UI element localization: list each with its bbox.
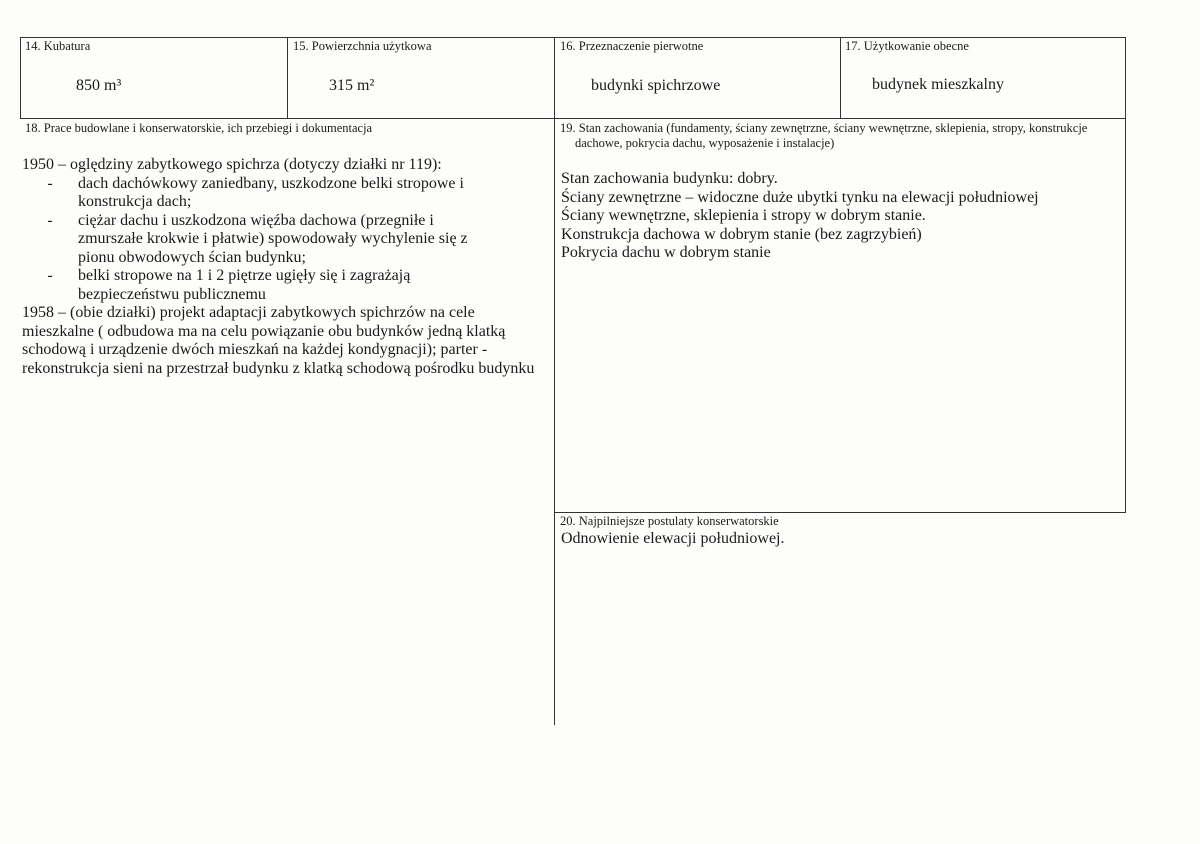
field-20-label: 20. Najpilniejsze postulaty konserwatorskie — [560, 514, 779, 528]
field-17-label: 17. Użytkowanie obecne — [845, 39, 969, 53]
condition-line: Pokrycia dachu w dobrym stanie — [561, 244, 771, 261]
list-item: - ciężar dachu i uszkodzona więźba dachowa (przegniłe i zmurszałe krokwie i płatwie) spowodowały wychylenie się z pionu obwodowych ścian budynku; — [47, 211, 468, 266]
field-15-value: 315 m² — [329, 77, 375, 94]
rule-top — [20, 37, 1126, 38]
field-19-label: 19. Stan zachowania (fundamenty, ściany zewnętrzne, ściany wewnętrzne, sklepienia, stropy, konstrukcje dachowe, pokrycia dachu, wyposażenie i instalacje) — [560, 121, 1088, 150]
condition-line: Ściany wewnętrzne, sklepienia i stropy w dobrym stanie. — [561, 207, 926, 224]
entry-1950: 1950 – oględziny zabytkowego spichrza (dotyczy działki nr 119): — [22, 156, 442, 173]
field-17-value: budynek mieszkalny — [872, 76, 1004, 93]
field-14-label: 14. Kubatura — [25, 39, 91, 53]
field-16-value: budynki spichrzowe — [591, 77, 721, 94]
rule-col4 — [840, 37, 841, 119]
condition-line: Konstrukcja dachowa w dobrym stanie (bez zagrzybień) — [561, 225, 922, 243]
rule-f20 — [554, 512, 1126, 513]
rule-row2 — [20, 118, 1126, 119]
rule-col3 — [554, 37, 555, 725]
list-item: - belki stropowe na 1 i 2 piętrze ugięły się i zagrażają bezpieczeństwu publicznemu — [47, 267, 411, 303]
rule-right — [1125, 37, 1126, 513]
field-18-body — [22, 156, 547, 378]
entry-1958: 1958 – (obie działki) projekt adaptacji zabytkowych spichrzów na cele mieszkalne ( odbudowa ma na celu powiązanie obu budynków jedną klatką schodową i urządzenie dwóch mieszkań na każdej kondygnacji); parter - rekonstrukcja sieni na przestrzał budynku z klatką schodową pośrodku budynku — [22, 304, 535, 377]
field-18-label: 18. Prace budowlane i konserwatorskie, ich przebiegi i dokumentacja — [25, 121, 373, 135]
condition-line: Ściany zewnętrzne – widoczne duże ubytki tynku na elewacji południowej — [561, 188, 1039, 206]
rule-left — [20, 37, 21, 119]
field-20-text: Odnowienie elewacji południowej. — [561, 530, 785, 547]
list-item: - dach dachówkowy zaniedbany, uszkodzone belki stropowe i konstrukcja dach; — [47, 174, 464, 210]
field-16-label: 16. Przeznaczenie pierwotne — [560, 39, 704, 53]
field-14-value: 850 m³ — [76, 77, 122, 94]
rule-col2 — [287, 37, 288, 119]
condition-line: Stan zachowania budynku: dobry. — [561, 170, 778, 187]
field-15-label: 15. Powierzchnia użytkowa — [293, 39, 432, 53]
field-19-body — [561, 170, 1121, 263]
